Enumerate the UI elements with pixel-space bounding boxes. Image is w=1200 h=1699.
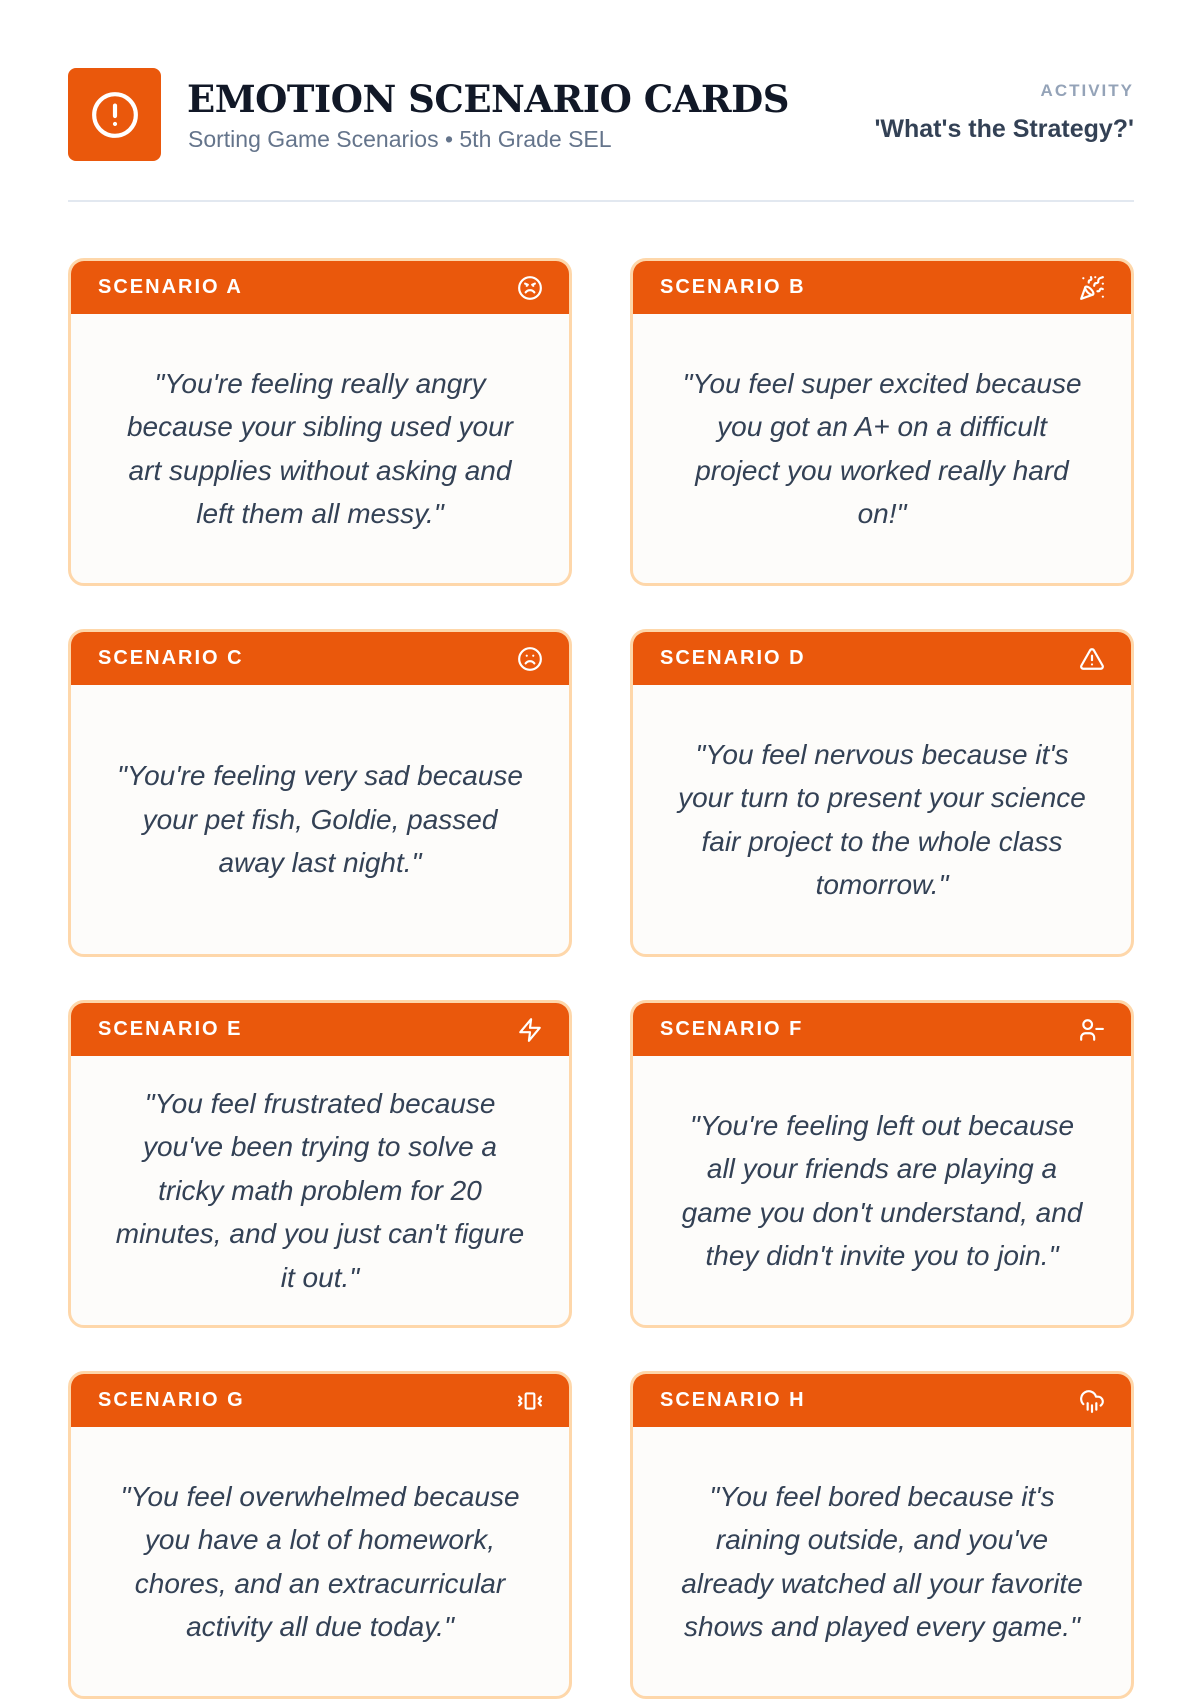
cloud-rain-icon — [1079, 1388, 1105, 1414]
card-text: "You feel super excited because you got an A+ on a difficult project you worked really hard on!" — [682, 367, 1082, 529]
page-title: EMOTION SCENARIO CARDS — [187, 77, 789, 121]
card-text: "You're feeling very sad because your pet fish, Goldie, passed away last night." — [117, 760, 523, 879]
scenario-card-e — [68, 1000, 572, 1328]
card-header — [71, 261, 569, 314]
angry-face-icon — [517, 275, 543, 301]
card-label: SCENARIO H — [660, 1389, 806, 1411]
party-popper-icon — [1079, 275, 1105, 301]
header — [68, 68, 1134, 161]
card-header — [633, 1374, 1131, 1427]
card-label: SCENARIO E — [98, 1018, 243, 1040]
scenario-card-a — [68, 258, 572, 586]
activity-value: 'What's the Strategy?' — [874, 115, 1134, 143]
card-label: SCENARIO C — [98, 647, 244, 669]
scenario-card-b — [630, 258, 1134, 586]
card-label: SCENARIO G — [98, 1389, 245, 1411]
header-divider — [68, 200, 1134, 202]
scenario-card-c — [68, 629, 572, 957]
card-label: SCENARIO B — [660, 276, 806, 298]
sad-face-icon — [517, 646, 543, 672]
activity-label: ACTIVITY — [1040, 81, 1134, 100]
card-text: "You feel bored because it's raining outside, and you've already watched all your favorite shows and played every game." — [681, 1480, 1083, 1642]
page-subtitle: Sorting Game Scenarios • 5th Grade SEL — [188, 126, 612, 152]
scenario-card-g — [68, 1371, 572, 1699]
page — [68, 68, 1134, 1642]
vibrate-icon — [517, 1388, 543, 1414]
card-text: "You feel frustrated because you've been trying to solve a tricky math problem for 20 minutes, and you just can't figure it out." — [115, 1087, 525, 1293]
scenario-grid — [68, 258, 1134, 1699]
warning-triangle-icon — [1079, 646, 1105, 672]
scenario-card-h — [630, 1371, 1134, 1699]
card-header — [71, 1374, 569, 1427]
card-header — [633, 1003, 1131, 1056]
card-text: "You feel nervous because it's your turn to present your science fair project to the whole class tomorrow." — [678, 738, 1086, 900]
card-text: "You're feeling really angry because your sibling used your art supplies without asking and left them all messy." — [126, 367, 513, 529]
card-label: SCENARIO F — [660, 1018, 804, 1040]
user-minus-icon — [1079, 1017, 1105, 1043]
lightning-icon — [517, 1017, 543, 1043]
card-label: SCENARIO A — [98, 276, 243, 298]
scenario-card-f — [630, 1000, 1134, 1328]
scenario-card-d — [630, 629, 1134, 957]
card-header — [71, 632, 569, 685]
card-text: "You're feeling left out because all your friends are playing a game you don't understand, and they didn't invite you to join." — [681, 1109, 1083, 1271]
card-header — [633, 261, 1131, 314]
card-text: "You feel overwhelmed because you have a lot of homework, chores, and an extracurricular activity all due today." — [120, 1480, 520, 1642]
card-header — [633, 632, 1131, 685]
card-label: SCENARIO D — [660, 647, 806, 669]
alert-circle-icon — [68, 68, 161, 161]
card-header — [71, 1003, 569, 1056]
